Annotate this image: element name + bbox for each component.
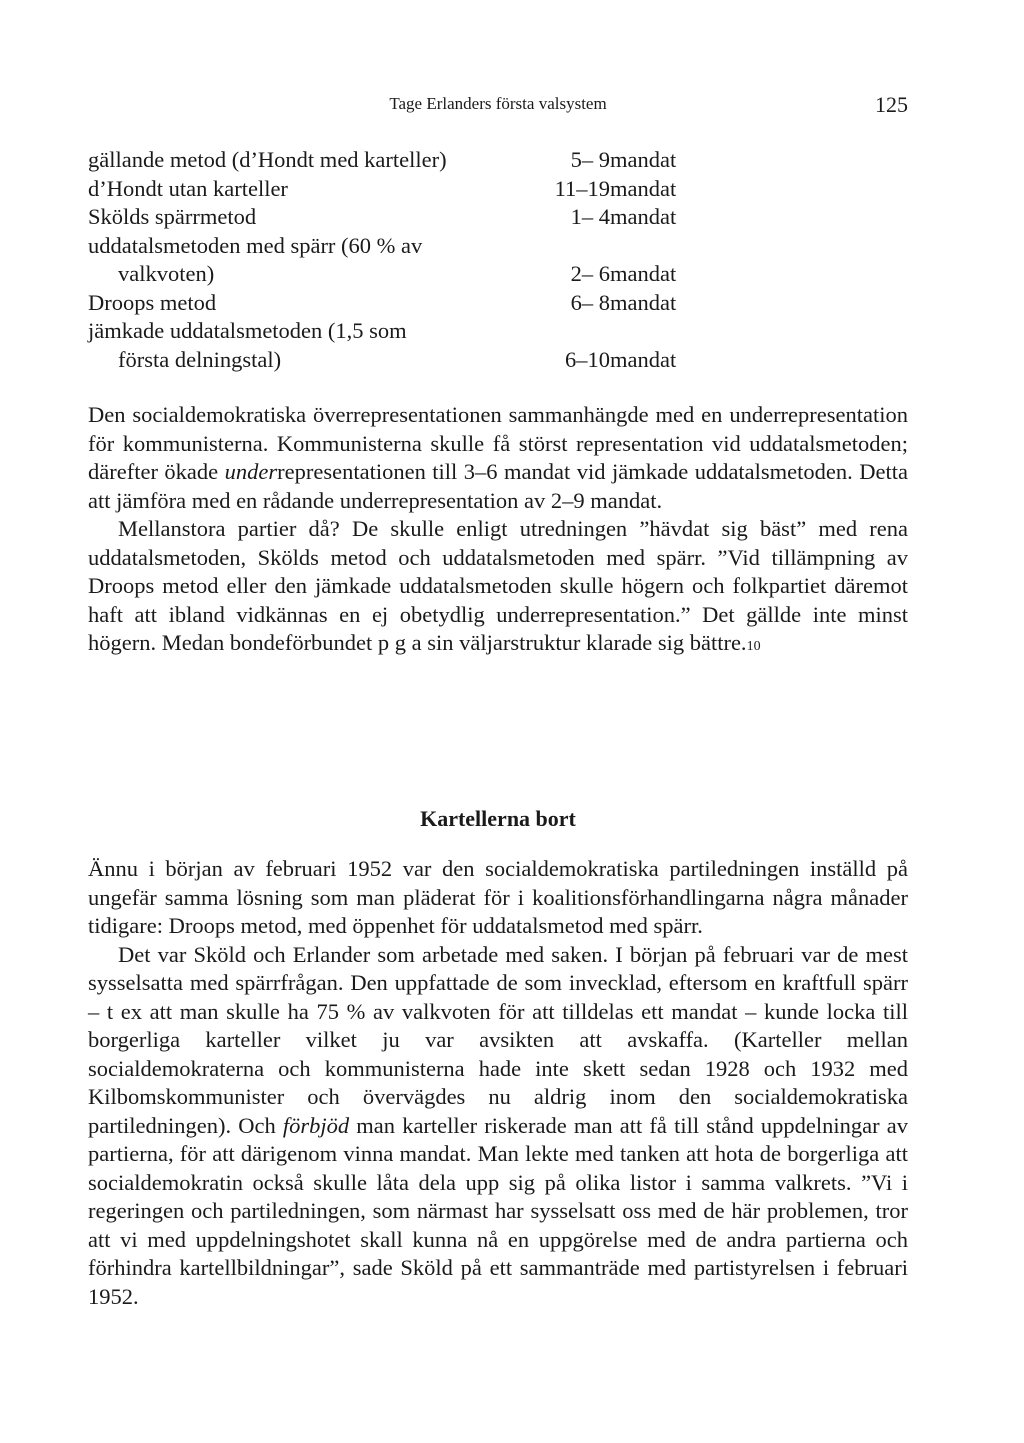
unit-cell: mandat: [610, 289, 677, 315]
method-text: Skölds spärrmetod: [88, 204, 257, 229]
text-run: Det var Sköld och Erlander som arbetade med saken. I början på februari var de mest sysselsatta med spärrfrågan. Den uppfattade de som invecklad, eftersom en kraftfull spärr – t ex att man skulle ha 75 % av valkvoten för att tilldelas ett mandat – kunde locka till borgerliga karteller vilket ju var avsikten att avskaffa. (Karteller mellan socialdemokraterna och kommunisterna hade inte skett sedan 1928 och 1932 med Kilbomskommunister och övervägdes nu aldrig inom den socialdemokratiska partiledningen). Och: [88, 941, 908, 1138]
table-row: [88, 317, 676, 374]
method-text-continued: första delningstal): [118, 346, 282, 372]
method-text: d’Hondt utan karteller: [88, 175, 288, 201]
method-text: uddatalsmetoden med spärr (60 % av: [88, 232, 423, 258]
unit-cell: mandat: [610, 147, 677, 172]
emphasis: under: [224, 459, 278, 484]
table-row: [88, 203, 676, 232]
unit-cell: mandat: [610, 175, 677, 201]
unit-cell: mandat: [610, 346, 677, 372]
paragraph: [88, 401, 908, 515]
text-run: Den socialdemokratiska överrepresentationen sammanhängde med en underrepresentation för kommunisterna. Kommunisterna skulle få störst representation vid uddatalsmetoden; därefter ökade: [88, 402, 908, 484]
section-heading: Kartellerna bort: [420, 806, 576, 831]
table-row: [88, 232, 676, 289]
method-cell: [88, 146, 528, 175]
range-cell: 2– 6: [570, 261, 610, 286]
method-cell: [88, 203, 528, 232]
unit-cell: mandat: [610, 261, 677, 286]
seat-allocation-table: [88, 146, 676, 374]
section-1-body: [88, 401, 908, 662]
range-cell: 6– 8: [570, 289, 610, 315]
table-row: [88, 175, 676, 204]
table-row: [88, 146, 676, 175]
method-text: gällande metod (d’Hondt med karteller): [88, 147, 447, 172]
method-text: jämkade uddatalsmetoden (1,5 som: [88, 318, 407, 343]
footnote-marker: 10: [746, 639, 761, 654]
range-cell: 1– 4: [570, 204, 610, 229]
unit-cell: mandat: [610, 204, 677, 229]
range-cell: 11–19: [554, 175, 610, 201]
range-cell: 6–10: [565, 346, 610, 372]
text-run: man karteller riskerade man att få till stånd uppdelningar av partierna, för att därigenom vinna mandat. Man lekte med tanken att hota de borgerliga att socialdemokratin också skulle låta dela upp sig på olika listor i samma valkrets. ”Vi i regeringen och partiledningen, som närmast har sysselsatt oss med de här problemen, tror att vi med uppdelningshotet skall kunna nå en uppgörelse med de andra partierna och förhindra kartellbildningar”, sade Sköld på ett sammanträde med partistyrelsen i februari 1952.: [88, 1112, 908, 1309]
method-cell: [88, 289, 528, 318]
paragraph: Ännu i början av februari 1952 var den socialdemokratiska partiledningen inställd på ungefär samma lösning som man pläderat för i koalitionsförhandlingarna några månader tidigare: Droops metod, med öppenhet för uddatalsmetod med spärr.: [88, 856, 908, 938]
page-header: [88, 92, 908, 118]
method-cell: [88, 175, 528, 204]
section-2-body: [88, 855, 908, 1311]
method-text-continued: valkvoten): [118, 261, 215, 286]
range-cell: 5– 9: [570, 147, 610, 172]
paragraph: [88, 941, 908, 1312]
emphasis: förbjöd: [282, 1112, 350, 1138]
page-number: 125: [875, 92, 908, 117]
method-cell: [88, 317, 528, 374]
text-run: representationen till 3–6 mandat vid jämkade uddatalsmetoden. Detta att jämföra med en rådande underrepresentation av 2–9 mandat.: [88, 459, 908, 513]
running-title: Tage Erlanders första valsystem: [389, 94, 607, 113]
paragraph: [88, 515, 908, 662]
method-text: Droops metod: [88, 289, 217, 315]
text-run: Mellanstora partier då? De skulle enligt utredningen ”hävdat sig bäst” med rena uddatalsmetoden, Skölds metod och uddatalsmetoden med spärr. ”Vid tillämpning av Droops metod eller den jämkade uddatalsmetoden skulle högern och folkpartiet däremot haft att ibland vidkännas en ej obetydlig underrepresentation.” Det gällde inte minst högern. Medan bondeförbundet p g a sin väljarstruktur klarade sig bättre.: [88, 516, 908, 655]
method-cell: [88, 232, 528, 289]
table-row: [88, 289, 676, 318]
